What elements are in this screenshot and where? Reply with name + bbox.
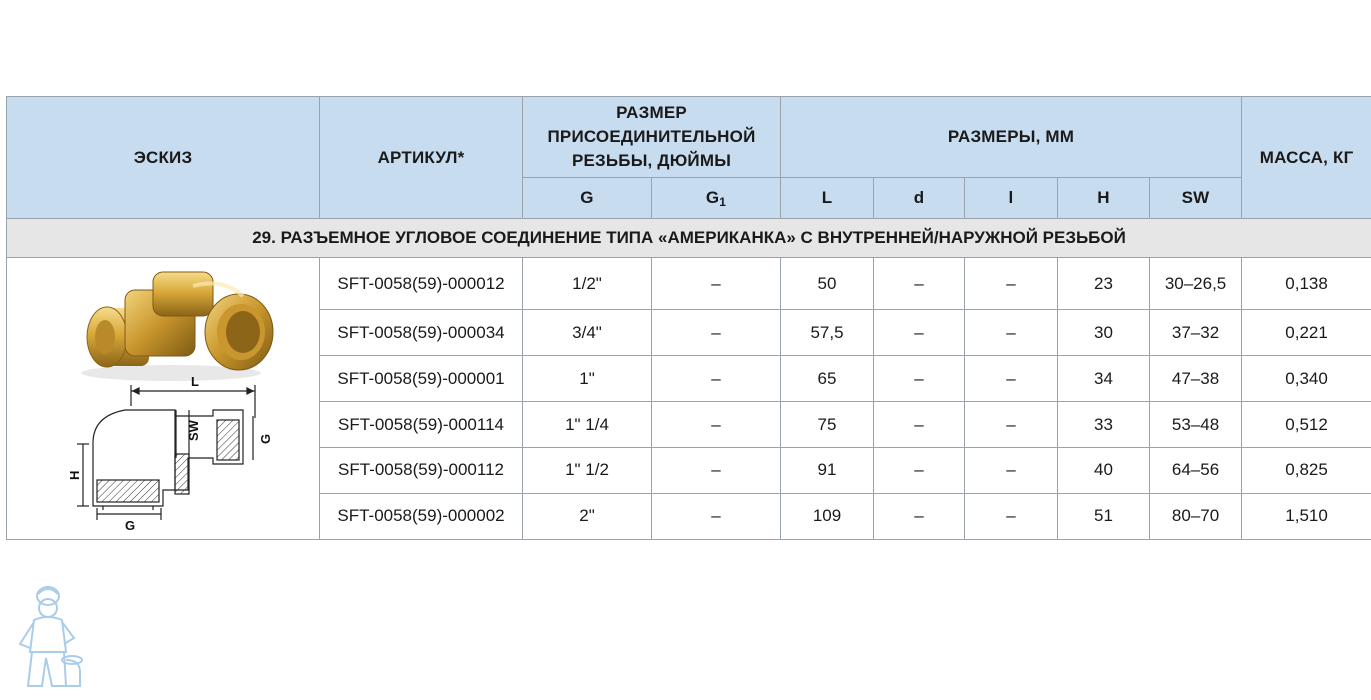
cell-h: 23 xyxy=(1058,258,1150,310)
cell-g: 3/4" xyxy=(523,310,652,356)
cell-mass: 0,138 xyxy=(1242,258,1371,310)
cell-sw: 30–26,5 xyxy=(1150,258,1242,310)
cell-g: 2" xyxy=(523,493,652,539)
cell-sw: 37–32 xyxy=(1150,310,1242,356)
cell-l-small: – xyxy=(965,493,1058,539)
header-dimensions: РАЗМЕРЫ, ММ xyxy=(781,97,1242,178)
cell-g: 1" 1/4 xyxy=(523,402,652,448)
cell-mass: 0,825 xyxy=(1242,448,1371,494)
cell-mass: 0,340 xyxy=(1242,356,1371,402)
cell-h: 34 xyxy=(1058,356,1150,402)
cell-g: 1/2" xyxy=(523,258,652,310)
cell-article: SFT-0058(59)-000034 xyxy=(320,310,523,356)
cell-l-small: – xyxy=(965,448,1058,494)
header-mass: МАССА, КГ xyxy=(1242,97,1371,219)
sketch-label-h: H xyxy=(67,470,82,480)
header-thread-size xyxy=(523,97,781,178)
table-row xyxy=(7,258,1371,310)
header-article: АРТИКУЛ* xyxy=(320,97,523,219)
sketch-label-g-bottom: G xyxy=(125,518,136,533)
cell-l-small: – xyxy=(965,356,1058,402)
cell-h: 30 xyxy=(1058,310,1150,356)
header-thread-size-line-2: ПРИСОЕДИНИТЕЛЬНОЙ xyxy=(547,127,756,146)
cell-g1: – xyxy=(652,356,781,402)
cell-g1: – xyxy=(652,310,781,356)
header-d: d xyxy=(874,178,965,219)
header-sketch: ЭСКИЗ xyxy=(7,97,320,219)
cell-article: SFT-0058(59)-000001 xyxy=(320,356,523,402)
header-g1 xyxy=(652,178,781,219)
cell-article: SFT-0058(59)-000012 xyxy=(320,258,523,310)
header-l-lower: l xyxy=(965,178,1058,219)
header-sw: SW xyxy=(1150,178,1242,219)
fitting-sketch xyxy=(13,258,313,534)
cell-sw: 47–38 xyxy=(1150,356,1242,402)
cell-l: 75 xyxy=(781,402,874,448)
cell-sw: 64–56 xyxy=(1150,448,1242,494)
cell-g: 1" xyxy=(523,356,652,402)
section-title: 29. РАЗЪЕМНОЕ УГЛОВОЕ СОЕДИНЕНИЕ ТИПА «АМЕРИКАНКА» С ВНУТРЕННЕЙ/НАРУЖНОЙ РЕЗЬБОЙ xyxy=(7,219,1371,258)
cell-g: 1" 1/2 xyxy=(523,448,652,494)
cell-mass: 1,510 xyxy=(1242,493,1371,539)
header-thread-size-line-1: РАЗМЕР xyxy=(616,103,687,122)
sketch-label-g-right: G xyxy=(258,433,273,444)
cell-article: SFT-0058(59)-000002 xyxy=(320,493,523,539)
sketch-label-l: L xyxy=(191,374,199,389)
cell-h: 33 xyxy=(1058,402,1150,448)
cell-h: 40 xyxy=(1058,448,1150,494)
cell-l: 57,5 xyxy=(781,310,874,356)
cell-l-small: – xyxy=(965,258,1058,310)
sketch-cell xyxy=(7,258,320,540)
cell-g1: – xyxy=(652,448,781,494)
cell-h: 51 xyxy=(1058,493,1150,539)
cell-article: SFT-0058(59)-000114 xyxy=(320,402,523,448)
cell-mass: 0,512 xyxy=(1242,402,1371,448)
cell-g1: – xyxy=(652,402,781,448)
cell-g1: – xyxy=(652,493,781,539)
header-g: G xyxy=(523,178,652,219)
cell-l: 50 xyxy=(781,258,874,310)
cell-d: – xyxy=(874,310,965,356)
cell-mass: 0,221 xyxy=(1242,310,1371,356)
cell-g1: – xyxy=(652,258,781,310)
cell-l: 91 xyxy=(781,448,874,494)
cell-sw: 80–70 xyxy=(1150,493,1242,539)
cell-l: 109 xyxy=(781,493,874,539)
header-l-upper: L xyxy=(781,178,874,219)
fitting-photo xyxy=(81,272,273,381)
header-h: H xyxy=(1058,178,1150,219)
header-g1-sub: 1 xyxy=(719,194,727,209)
cell-article: SFT-0058(59)-000112 xyxy=(320,448,523,494)
fitting-drawing xyxy=(77,385,255,520)
header-thread-size-line-3: РЕЗЬБЫ, ДЮЙМЫ xyxy=(571,151,732,170)
cell-d: – xyxy=(874,448,965,494)
cell-l: 65 xyxy=(781,356,874,402)
specification-table xyxy=(6,96,1371,540)
cell-l-small: – xyxy=(965,310,1058,356)
cell-d: – xyxy=(874,258,965,310)
plumber-icon xyxy=(8,582,88,694)
cell-d: – xyxy=(874,402,965,448)
sketch-label-sw: SW xyxy=(186,420,201,441)
cell-sw: 53–48 xyxy=(1150,402,1242,448)
cell-d: – xyxy=(874,356,965,402)
cell-l-small: – xyxy=(965,402,1058,448)
header-g1-base: G xyxy=(705,187,720,207)
cell-d: – xyxy=(874,493,965,539)
